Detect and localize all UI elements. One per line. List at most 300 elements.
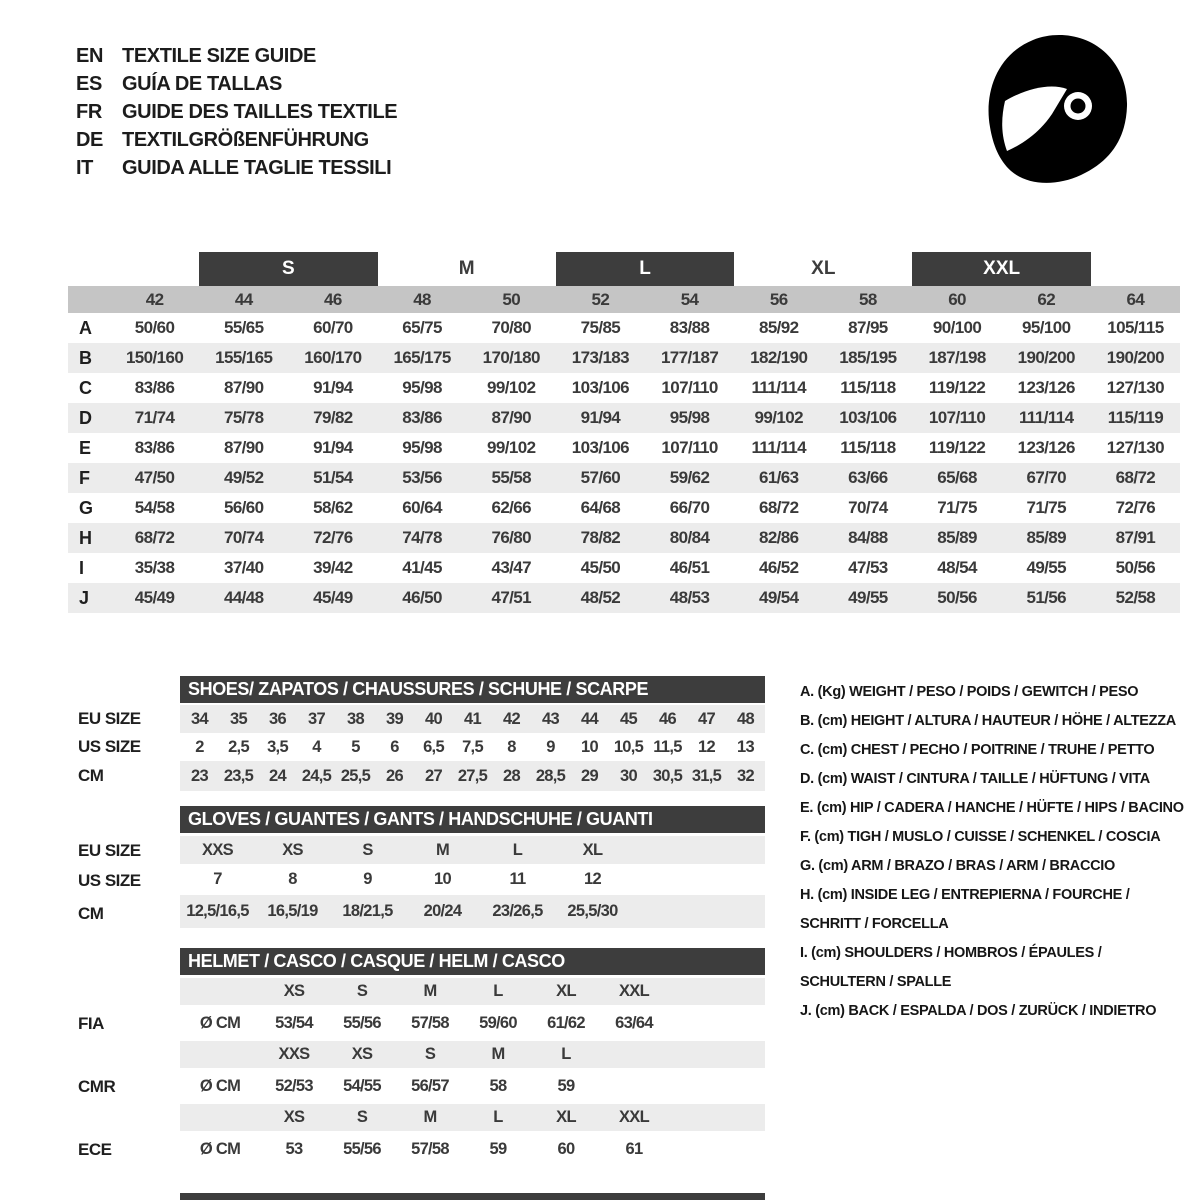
- size-cell: 68/72: [1115, 468, 1156, 487]
- bottom-partial-bar: [180, 1193, 765, 1200]
- size-cell: 58/62: [313, 498, 353, 517]
- size-cell: 111/114: [1019, 408, 1074, 427]
- helmet-cell: 59: [489, 1140, 507, 1158]
- helmet-size-header-row: [180, 978, 765, 1005]
- shoes-cell: 6: [390, 737, 399, 756]
- size-cell: 75/85: [580, 318, 621, 337]
- shoes-cell: 30: [620, 766, 637, 785]
- legend-item: I. (cm) SHOULDERS / HOMBROS / ÉPAULES / SCHULTERN / SPALLE: [800, 945, 1102, 990]
- row-letter: A: [79, 317, 92, 338]
- helmet-cell: 61: [625, 1140, 643, 1158]
- size-cell: 182/190: [750, 348, 808, 367]
- size-cell: 66/70: [669, 498, 710, 517]
- size-cell: 65/75: [402, 318, 442, 337]
- row-label: CM: [78, 766, 104, 785]
- shoes-cell: 9: [546, 737, 555, 756]
- language-code: ES: [76, 72, 102, 95]
- gloves-cell: 12: [584, 870, 601, 888]
- size-cell: 177/187: [660, 348, 719, 367]
- shoes-cell: 39: [386, 709, 403, 728]
- shoes-cell: 35: [230, 709, 247, 728]
- diameter-unit-cell: Ø CM: [199, 1140, 241, 1158]
- gloves-cell: M: [435, 840, 450, 859]
- row-letter: F: [79, 467, 90, 488]
- shoes-cell: 5: [351, 737, 360, 756]
- helmet-size-header-row: [180, 1104, 765, 1131]
- size-cell: 46/50: [402, 588, 442, 607]
- diameter-unit-cell: Ø CM: [199, 1077, 241, 1095]
- size-cell: 99/102: [487, 378, 536, 397]
- size-cell: 160/170: [304, 348, 362, 367]
- helmet-value-row: [180, 1008, 765, 1039]
- gloves-cell: 11: [509, 870, 526, 888]
- size-cell: 111/114: [751, 378, 806, 397]
- size-cell: 59/62: [669, 468, 710, 487]
- gloves-cell: 18/21,5: [342, 902, 393, 920]
- size-cell: 70/74: [223, 528, 264, 547]
- size-cell: 105/115: [1107, 318, 1164, 337]
- size-cell: 95/98: [402, 378, 442, 397]
- legend-item: D. (cm) WAIST / CINTURA / TAILLE / HÜFTUNG / VITA: [800, 771, 1150, 787]
- shoes-cell: 8: [507, 737, 516, 756]
- size-cell: 50/56: [1115, 558, 1156, 577]
- row-label: US SIZE: [78, 737, 141, 756]
- size-band-xl: XL: [811, 258, 836, 279]
- gloves-cell: L: [512, 840, 523, 859]
- row-letter: E: [79, 437, 92, 458]
- helmet-size-header-cell: L: [493, 1108, 503, 1126]
- size-cell: 50/60: [134, 318, 175, 337]
- size-cell: 87/90: [491, 408, 532, 427]
- shoes-cell: 27: [425, 766, 442, 785]
- size-cell: 91/94: [580, 408, 621, 427]
- shoes-cell: 43: [542, 709, 559, 728]
- helmet-cell: 56/57: [411, 1077, 449, 1095]
- shoes-cell: 28,5: [535, 766, 566, 785]
- helmet-size-header-cell: XXL: [619, 1108, 649, 1126]
- title-line: [76, 70, 397, 98]
- gloves-cell: 7: [213, 870, 222, 888]
- gloves-cell: 12,5/16,5: [186, 902, 249, 920]
- helmet-cell: 63/64: [615, 1014, 653, 1032]
- title-text: TEXTILGRÖßENFÜHRUNG: [122, 128, 369, 151]
- size-cell: 71/75: [1026, 498, 1067, 517]
- size-cell: 185/195: [839, 348, 897, 367]
- title-line: [76, 42, 397, 70]
- size-cell: 51/54: [313, 468, 353, 487]
- size-cell: 56/60: [223, 498, 264, 517]
- size-cell: 111/114: [751, 438, 806, 457]
- title-block: [76, 42, 397, 182]
- title-text: GUIDE DES TAILLES TEXTILE: [122, 100, 398, 123]
- size-cell: 63/66: [848, 468, 888, 487]
- size-cell: 150/160: [125, 348, 184, 367]
- standard-label: CMR: [78, 1077, 116, 1096]
- size-cell: 190/200: [1017, 348, 1075, 367]
- numeric-size-header-cell: 58: [859, 289, 877, 309]
- shoes-cell: 46: [659, 709, 676, 728]
- size-cell: 60/70: [313, 318, 353, 337]
- numeric-size-header-cell: 50: [502, 289, 521, 309]
- row-label: EU SIZE: [78, 841, 141, 860]
- shoes-cell: 37: [308, 709, 325, 728]
- size-cell: 68/72: [134, 528, 175, 547]
- size-cell: 53/56: [402, 468, 442, 487]
- size-cell: 103/106: [571, 378, 630, 397]
- shoes-cell: 26: [386, 766, 403, 785]
- helmet-size-header-cell: M: [423, 1108, 437, 1126]
- size-cell: 60/64: [402, 498, 442, 517]
- size-cell: 47/51: [491, 588, 532, 607]
- helmet-size-header-cell: S: [424, 1045, 436, 1063]
- gloves-cell: 9: [363, 870, 372, 888]
- shoes-cell: 24: [269, 766, 286, 785]
- helmet-cell: 59/60: [479, 1014, 517, 1032]
- size-cell: 115/119: [1107, 408, 1164, 427]
- shoes-cell: 28: [503, 766, 520, 785]
- title-line: [76, 154, 397, 182]
- shoes-row: [180, 761, 765, 791]
- size-cell: 70/80: [491, 318, 532, 337]
- measurement-row: [68, 373, 1180, 403]
- helmet-cell: 53: [285, 1140, 303, 1158]
- size-cell: 48/54: [937, 558, 977, 577]
- size-cell: 46/51: [669, 558, 710, 577]
- size-cell: 173/183: [571, 348, 630, 367]
- size-cell: 107/110: [661, 378, 718, 397]
- size-cell: 50/56: [937, 588, 977, 607]
- size-cell: 80/84: [669, 528, 710, 547]
- size-cell: 48/53: [669, 588, 710, 607]
- size-cell: 87/91: [1115, 528, 1156, 547]
- shoes-cell: 31,5: [691, 766, 722, 785]
- helmet-cell: 61/62: [547, 1014, 585, 1032]
- gloves-cell: 20/24: [423, 902, 462, 920]
- size-cell: 99/102: [487, 438, 536, 457]
- numeric-size-row: [68, 286, 1180, 313]
- language-code: DE: [76, 128, 103, 151]
- gloves-row: [180, 895, 765, 928]
- legend-item: H. (cm) INSIDE LEG / ENTREPIERNA / FOURCHE / SCHRITT / FORCELLA: [800, 887, 1130, 932]
- title-line: [76, 98, 397, 126]
- gloves-cell: 25,5/30: [567, 902, 618, 920]
- apparel-size-table: [68, 252, 1180, 613]
- standard-label: FIA: [78, 1014, 104, 1033]
- legend-item: A. (Kg) WEIGHT / PESO / POIDS / GEWITCH / PESO: [800, 684, 1139, 700]
- shoes-cell: 4: [312, 737, 321, 756]
- size-cell: 95/98: [402, 438, 442, 457]
- size-cell: 41/45: [402, 558, 442, 577]
- language-code: IT: [76, 156, 93, 179]
- row-letter: I: [79, 557, 85, 578]
- helmet-value-row: [180, 1134, 765, 1165]
- size-cell: 83/86: [134, 378, 175, 397]
- title-text: TEXTILE SIZE GUIDE: [122, 44, 316, 67]
- shoes-cell: 23,5: [223, 766, 254, 785]
- size-cell: 79/82: [313, 408, 353, 427]
- size-cell: 123/126: [1017, 378, 1075, 397]
- size-cell: 83/86: [402, 408, 442, 427]
- row-letter: D: [79, 407, 92, 428]
- size-cell: 78/82: [580, 528, 621, 547]
- size-cell: 90/100: [932, 318, 982, 337]
- title-text: GUIDA ALLE TAGLIE TESSILI: [122, 156, 392, 179]
- size-cell: 51/56: [1026, 588, 1067, 607]
- shoes-cell: 40: [425, 709, 442, 728]
- standard-label: ECE: [78, 1140, 112, 1159]
- size-cell: 87/90: [223, 378, 264, 397]
- size-cell: 45/49: [313, 588, 353, 607]
- gloves-cell: S: [362, 840, 373, 859]
- size-cell: 82/86: [758, 528, 799, 547]
- measurement-row: [68, 313, 1180, 343]
- legend-item: F. (cm) TIGH / MUSLO / CUISSE / SCHENKEL / COSCIA: [800, 829, 1161, 845]
- size-cell: 85/89: [1026, 528, 1067, 547]
- size-cell: 87/95: [848, 318, 888, 337]
- numeric-size-header-cell: 62: [1037, 289, 1056, 309]
- shoes-cell: 2: [195, 737, 204, 756]
- gloves-cell: 10: [434, 870, 451, 888]
- helmet-cell: 54/55: [343, 1077, 381, 1095]
- helmet-value-row: [180, 1071, 765, 1102]
- helmet-size-header-cell: XL: [556, 1108, 576, 1126]
- size-band-m: M: [458, 258, 475, 279]
- size-cell: 127/130: [1106, 378, 1165, 397]
- size-cell: 44/48: [223, 588, 264, 607]
- shoes-cell: 45: [620, 709, 637, 728]
- size-cell: 49/55: [1026, 558, 1067, 577]
- measurement-row: [68, 433, 1180, 463]
- shoes-cell: 24,5: [301, 766, 332, 785]
- helmet-size-header-cell: XXS: [278, 1045, 310, 1063]
- size-cell: 103/106: [839, 408, 897, 427]
- size-cell: 47/50: [134, 468, 175, 487]
- numeric-size-header-cell: 48: [413, 289, 431, 309]
- measurement-legend: [800, 678, 1188, 1026]
- row-letter: H: [79, 527, 92, 548]
- size-cell: 54/58: [134, 498, 175, 517]
- numeric-size-header-cell: 44: [234, 289, 253, 309]
- size-cell: 95/100: [1022, 318, 1071, 337]
- shoes-cell: 44: [581, 709, 598, 728]
- size-cell: 47/53: [848, 558, 888, 577]
- shoes-cell: 3,5: [267, 737, 288, 756]
- size-cell: 83/86: [134, 438, 175, 457]
- size-cell: 43/47: [491, 558, 532, 577]
- numeric-size-header-cell: 46: [324, 289, 342, 309]
- size-cell: 71/75: [937, 498, 977, 517]
- size-cell: 84/88: [848, 528, 888, 547]
- shoes-row: [180, 733, 765, 761]
- size-cell: 107/110: [928, 408, 986, 427]
- language-code: EN: [76, 44, 103, 67]
- measurement-row: [68, 583, 1180, 613]
- row-letter: B: [79, 347, 92, 368]
- shoes-cell: 42: [503, 709, 520, 728]
- measurement-row: [68, 493, 1180, 523]
- size-cell: 67/70: [1026, 468, 1067, 487]
- numeric-size-header-cell: 42: [145, 289, 164, 309]
- size-cell: 87/90: [223, 438, 264, 457]
- gloves-cell: XXS: [202, 840, 233, 859]
- legend-item: G. (cm) ARM / BRAZO / BRAS / ARM / BRACCIO: [800, 858, 1115, 874]
- size-cell: 99/102: [754, 408, 803, 427]
- measurement-row: [68, 343, 1180, 373]
- size-cell: 107/110: [661, 438, 718, 457]
- language-code: FR: [76, 100, 102, 123]
- gloves-cell: XS: [282, 840, 303, 859]
- numeric-size-header-cell: 52: [591, 289, 610, 309]
- size-cell: 35/38: [134, 558, 175, 577]
- size-cell: 85/92: [758, 318, 799, 337]
- size-cell: 72/76: [1115, 498, 1156, 517]
- size-cell: 61/63: [758, 468, 799, 487]
- size-cell: 127/130: [1106, 438, 1165, 457]
- gloves-cell: 23/26,5: [492, 902, 543, 920]
- size-cell: 123/126: [1017, 438, 1075, 457]
- size-cell: 55/58: [491, 468, 532, 487]
- legend-item: B. (cm) HEIGHT / ALTURA / HAUTEUR / HÖHE / ALTEZZA: [800, 713, 1176, 729]
- size-cell: 45/50: [580, 558, 621, 577]
- size-cell: 187/198: [928, 348, 986, 367]
- size-cell: 62/66: [491, 498, 532, 517]
- helmet-size-header-cell: XS: [283, 1108, 305, 1126]
- row-letter: G: [79, 497, 94, 518]
- shoes-cell: 36: [269, 709, 286, 728]
- helmet-cell: 55/56: [343, 1140, 381, 1158]
- size-cell: 95/98: [669, 408, 710, 427]
- row-letter: C: [79, 377, 92, 398]
- shoes-cell: 10: [581, 737, 598, 756]
- size-cell: 39/42: [313, 558, 353, 577]
- helmet-cell: 57/58: [411, 1014, 449, 1032]
- size-cell: 64/68: [580, 498, 621, 517]
- size-cell: 103/106: [571, 438, 630, 457]
- size-cell: 45/49: [134, 588, 175, 607]
- shoes-cell: 34: [191, 709, 208, 728]
- size-cell: 75/78: [223, 408, 264, 427]
- gloves-cell: 8: [288, 870, 297, 888]
- helmet-cell: 52/53: [275, 1077, 313, 1095]
- shoes-cell: 41: [464, 709, 481, 728]
- helmet-size-header-cell: XXL: [619, 982, 649, 1000]
- size-band-l: L: [556, 252, 734, 286]
- shoes-row: [180, 705, 765, 733]
- shoes-cell: 47: [698, 709, 715, 728]
- shoes-cell: 25,5: [340, 766, 371, 785]
- size-cell: 155/165: [215, 348, 273, 367]
- size-cell: 49/54: [758, 588, 799, 607]
- row-label: US SIZE: [78, 871, 141, 890]
- title-line: [76, 126, 397, 154]
- legend-item: C. (cm) CHEST / PECHO / POITRINE / TRUHE / PETTO: [800, 742, 1155, 758]
- shoes-cell: 38: [347, 709, 364, 728]
- size-cell: 115/118: [840, 438, 896, 457]
- size-cell: 55/65: [223, 318, 264, 337]
- shoes-cell: 27,5: [457, 766, 488, 785]
- gloves-row: [180, 836, 765, 864]
- size-cell: 52/58: [1115, 588, 1156, 607]
- measurement-row: [68, 403, 1180, 433]
- size-cell: 74/78: [402, 528, 442, 547]
- diameter-unit-cell: Ø CM: [199, 1014, 241, 1032]
- size-band-s: S: [199, 252, 377, 286]
- size-cell: 91/94: [313, 438, 353, 457]
- shoes-cell: 12: [698, 737, 715, 756]
- shoes-table-header: SHOES/ ZAPATOS / CHAUSSURES / SCHUHE / SCARPE: [180, 676, 765, 703]
- shoes-cell: 7,5: [462, 737, 483, 756]
- shoes-cell: 13: [737, 737, 754, 756]
- shoes-cell: 29: [581, 766, 598, 785]
- measurement-row: [68, 463, 1180, 493]
- measurement-row: [68, 553, 1180, 583]
- helmet-size-header-cell: XS: [351, 1045, 373, 1063]
- measurement-row: [68, 523, 1180, 553]
- size-cell: 71/74: [134, 408, 175, 427]
- helmet-table-header: HELMET / CASCO / CASQUE / HELM / CASCO: [180, 948, 765, 975]
- size-cell: 72/76: [313, 528, 353, 547]
- size-cell: 115/118: [840, 378, 896, 397]
- helmet-cell: 57/58: [411, 1140, 449, 1158]
- shoes-cell: 48: [737, 709, 754, 728]
- shoes-cell: 30,5: [652, 766, 683, 785]
- legend-item: J. (cm) BACK / ESPALDA / DOS / ZURÜCK / INDIETRO: [800, 1003, 1157, 1019]
- size-cell: 190/200: [1106, 348, 1165, 367]
- gloves-cell: XL: [582, 840, 603, 859]
- size-cell: 119/122: [928, 438, 986, 457]
- helmet-size-header-row: [180, 1041, 765, 1068]
- helmet-cell: 55/56: [343, 1014, 381, 1032]
- size-cell: 76/80: [491, 528, 532, 547]
- size-cell: 85/89: [937, 528, 977, 547]
- gloves-table-header: GLOVES / GUANTES / GANTS / HANDSCHUHE / GUANTI: [180, 806, 765, 833]
- shoes-cell: 6,5: [423, 737, 444, 756]
- helmet-size-header-cell: XS: [283, 982, 305, 1000]
- size-band-row: [68, 252, 1180, 286]
- size-cell: 37/40: [223, 558, 264, 577]
- helmet-size-header-cell: M: [491, 1045, 505, 1063]
- shoes-cell: 11,5: [653, 737, 682, 756]
- shoes-cell: 23: [191, 766, 208, 785]
- title-text: GUÍA DE TALLAS: [122, 72, 282, 95]
- gloves-row: [180, 864, 765, 895]
- size-cell: 49/52: [223, 468, 264, 487]
- row-label: EU SIZE: [78, 709, 141, 728]
- size-cell: 57/60: [580, 468, 621, 487]
- size-cell: 165/175: [393, 348, 451, 367]
- row-label: CM: [78, 904, 104, 923]
- size-cell: 70/74: [848, 498, 888, 517]
- size-cell: 91/94: [313, 378, 353, 397]
- numeric-size-header-cell: 56: [769, 289, 788, 309]
- helmet-size-header-cell: S: [356, 1108, 368, 1126]
- helmet-cell: 60: [557, 1140, 575, 1158]
- size-cell: 119/122: [928, 378, 986, 397]
- size-cell: 83/88: [669, 318, 710, 337]
- shoes-cell: 2,5: [228, 737, 249, 756]
- size-band-xxl: XXL: [912, 252, 1090, 286]
- numeric-size-header-cell: 54: [680, 289, 699, 309]
- helmet-size-header-cell: L: [561, 1045, 571, 1063]
- size-cell: 68/72: [758, 498, 799, 517]
- racing-helmet-icon: [975, 28, 1135, 198]
- helmet-size-header-cell: L: [493, 982, 503, 1000]
- shoes-cell: 10,5: [613, 737, 644, 756]
- row-letter: J: [79, 587, 90, 608]
- size-cell: 170/180: [482, 348, 540, 367]
- helmet-cell: 53/54: [275, 1014, 313, 1032]
- helmet-size-header-cell: S: [356, 982, 368, 1000]
